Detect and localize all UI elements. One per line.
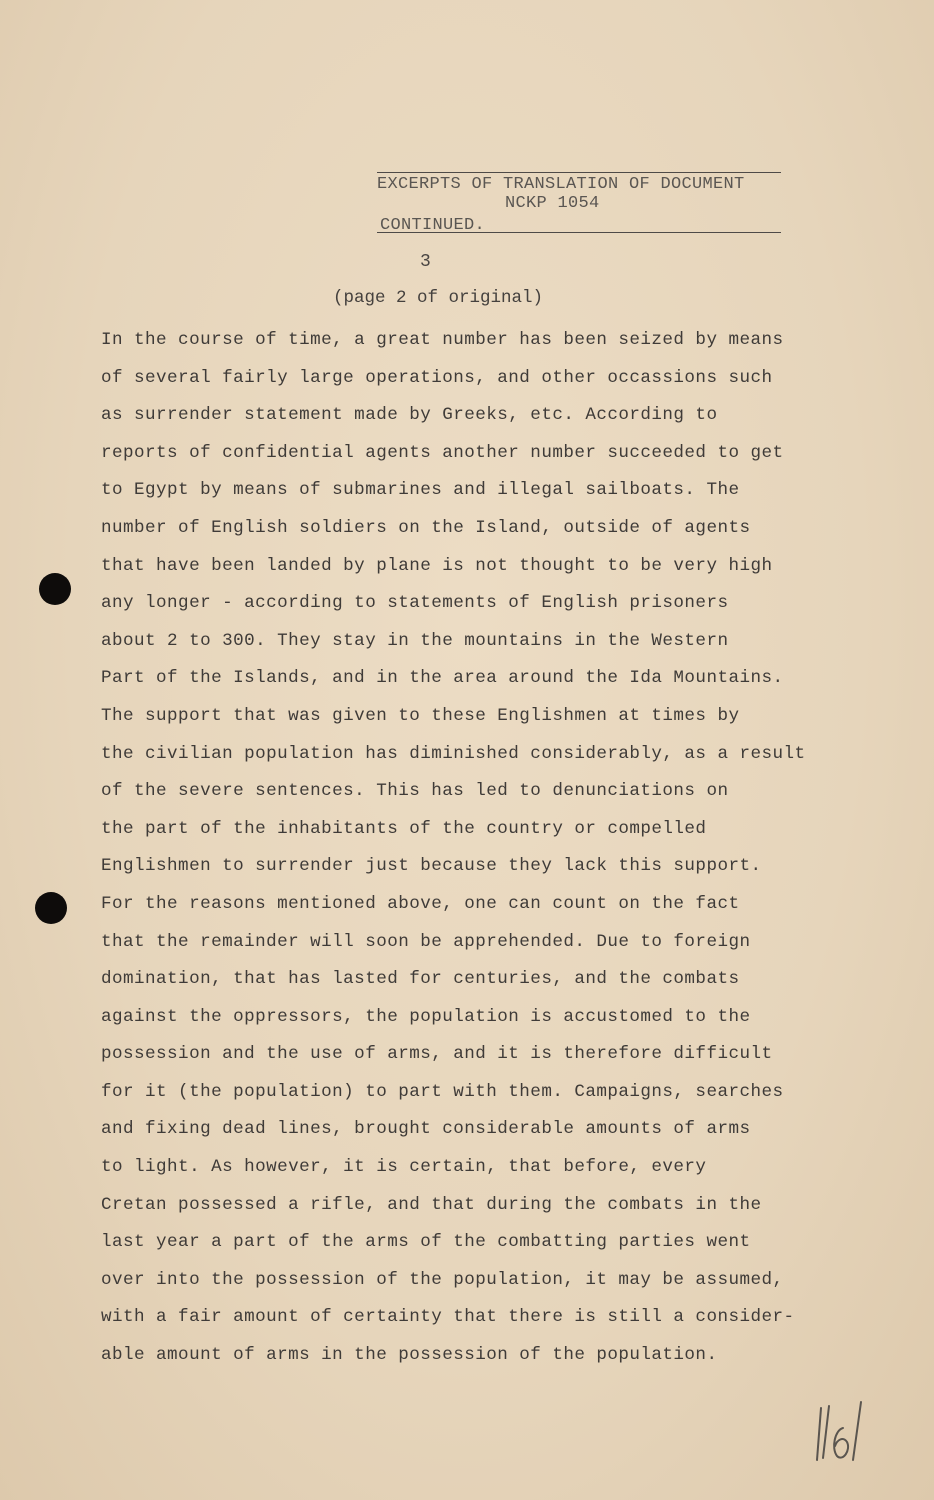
- body-line: that the remainder will soon be apprehended. Due to foreign: [101, 931, 751, 952]
- body-line: of the severe sentences. This has led to denunciations on: [101, 781, 729, 802]
- body-line: reports of confidential agents another number succeeded to get: [101, 442, 784, 463]
- body-line: able amount of arms in the possession of the population.: [101, 1345, 718, 1366]
- body-text: [101, 322, 846, 1375]
- title-line-1: EXCERPTS OF TRANSLATION OF DOCUMENT: [377, 172, 781, 194]
- body-line: the civilian population has diminished considerably, as a result: [101, 743, 806, 764]
- body-line: number of English soldiers on the Island, outside of agents: [101, 517, 751, 538]
- punch-hole-upper: [39, 573, 71, 605]
- body-line: last year a part of the arms of the combatting parties went: [101, 1232, 751, 1253]
- body-line: of several fairly large operations, and other occassions such: [101, 367, 773, 388]
- body-line: to light. As however, it is certain, that before, every: [101, 1157, 707, 1178]
- document-title-block: [377, 172, 781, 235]
- body-line: Part of the Islands, and in the area around the Ida Mountains.: [101, 668, 784, 689]
- body-line: In the course of time, a great number has been seized by means: [101, 330, 784, 350]
- body-line: for it (the population) to part with them. Campaigns, searches: [101, 1081, 784, 1102]
- body-line: and fixing dead lines, brought considerable amounts of arms: [101, 1119, 751, 1140]
- page-number: 3: [420, 252, 431, 272]
- handwritten-page-mark: [813, 1398, 869, 1466]
- title-underline: [377, 232, 781, 233]
- title-line-3: CONTINUED.: [380, 216, 486, 235]
- body-line: possession and the use of arms, and it is therefore difficult: [101, 1044, 773, 1065]
- body-line: Englishmen to surrender just because they lack this support.: [101, 856, 762, 877]
- page-of-original: (page 2 of original): [333, 288, 544, 308]
- body-line: with a fair amount of certainty that there is still a consider-: [101, 1307, 795, 1328]
- body-line: Cretan possessed a rifle, and that during the combats in the: [101, 1194, 762, 1215]
- body-line: to Egypt by means of submarines and illegal sailboats. The: [101, 480, 740, 501]
- body-line: about 2 to 300. They stay in the mountains in the Western: [101, 630, 729, 651]
- body-line: The support that was given to these Englishmen at times by: [101, 705, 740, 726]
- body-line: as surrender statement made by Greeks, etc. According to: [101, 405, 718, 426]
- body-line: any longer - according to statements of English prisoners: [101, 593, 729, 614]
- body-line: against the oppressors, the population is accustomed to the: [101, 1006, 751, 1027]
- body-line: domination, that has lasted for centuries, and the combats: [101, 969, 740, 990]
- punch-hole-lower: [35, 892, 67, 924]
- body-line: For the reasons mentioned above, one can count on the fact: [101, 893, 740, 914]
- body-line: that have been landed by plane is not thought to be very high: [101, 555, 773, 576]
- body-line: the part of the inhabitants of the country or compelled: [101, 818, 707, 839]
- title-line-2: NCKP 1054: [505, 194, 600, 213]
- body-line: over into the possession of the population, it may be assumed,: [101, 1269, 784, 1290]
